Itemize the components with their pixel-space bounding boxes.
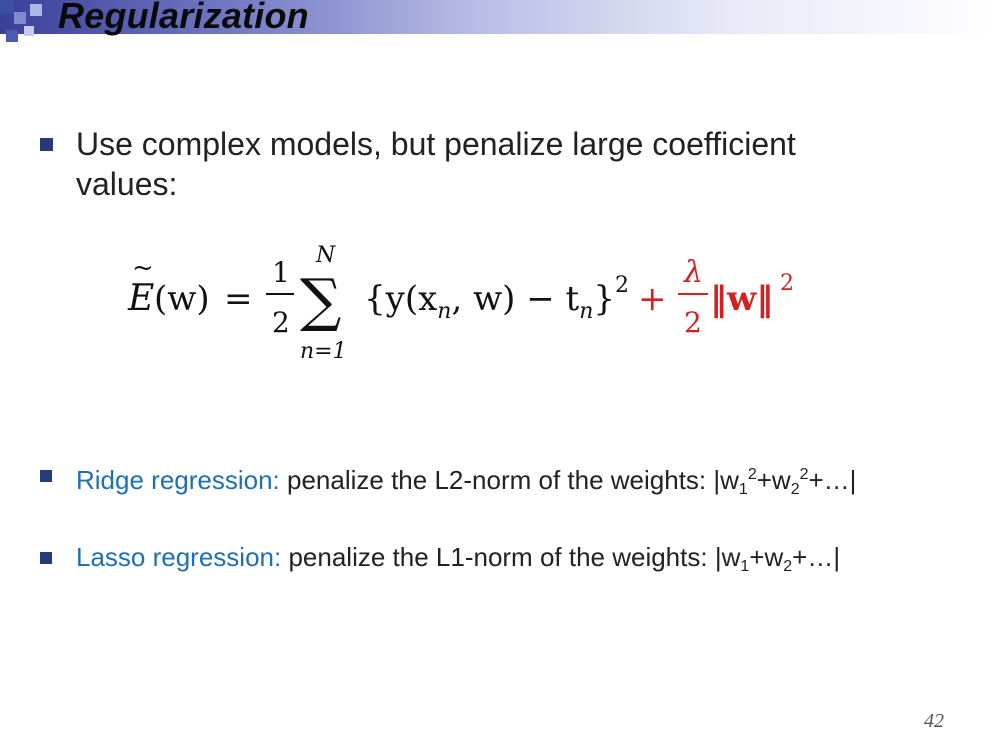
formula-lhs-arg: (w): [154, 279, 210, 319]
ridge-term: Ridge regression:: [76, 465, 280, 495]
formula-sum-lower: n=1: [300, 339, 347, 364]
bullet-icon: [40, 552, 52, 564]
formula-body-3: }: [593, 279, 616, 319]
ridge-sup-2: 2: [799, 466, 809, 483]
formula-half-den: 2: [272, 306, 290, 339]
formula-square: 2: [615, 273, 630, 298]
formula-body: [364, 273, 629, 324]
formula-body-2: , w) − t: [451, 279, 580, 319]
ridge-sub-1: 1: [738, 481, 748, 498]
formula-tilde: ~: [132, 253, 154, 283]
lasso-sub-1: 1: [740, 558, 750, 575]
decor-square-4: [6, 30, 18, 42]
decor-square-3: [30, 4, 42, 16]
formula-sigma: ∑: [300, 266, 342, 334]
formula-sub-n: n: [437, 299, 452, 324]
lasso-text: penalize the L1-norm of the weights: |w: [281, 542, 741, 572]
main-bullet-text: Use complex models, but penalize large coefficient values:: [76, 126, 796, 202]
formula-sub-n2: n: [579, 299, 594, 324]
formula-equals: =: [224, 279, 253, 319]
lasso-sub-2: 2: [783, 558, 793, 575]
bullet-icon: [40, 138, 53, 151]
formula-E: E: [128, 278, 155, 319]
lasso-plus: +w: [749, 542, 784, 572]
formula-norm-square: 2: [780, 271, 794, 296]
formula-plus: +: [638, 279, 667, 319]
ridge-sup-1: 2: [747, 466, 757, 483]
formula-half-num: 1: [272, 256, 290, 289]
ridge-text: penalize the L2-norm of the weights: |w: [279, 465, 739, 495]
ridge-bullet: [76, 459, 856, 506]
formula-lambda: λ: [684, 255, 704, 290]
formula-norm: ‖w‖: [710, 279, 774, 319]
regularized-error-formula: [120, 240, 820, 370]
page-number: 42: [924, 710, 944, 732]
lasso-term: Lasso regression:: [76, 542, 282, 572]
decor-square-5: [24, 26, 34, 36]
ridge-tail: +…|: [808, 465, 857, 495]
bullet-icon: [40, 470, 52, 482]
slide-title: Regularization: [58, 0, 309, 36]
decor-square-1: [0, 0, 14, 14]
formula-lambda-den: 2: [684, 306, 702, 339]
lasso-tail: +…|: [792, 542, 841, 572]
formula-body-1: {y(x: [364, 279, 438, 319]
formula-sum-upper: N: [316, 243, 336, 268]
ridge-sub-2: 2: [790, 481, 800, 498]
ridge-plus: +w: [756, 465, 791, 495]
lasso-bullet: [76, 541, 840, 583]
decor-square-2: [14, 12, 26, 24]
